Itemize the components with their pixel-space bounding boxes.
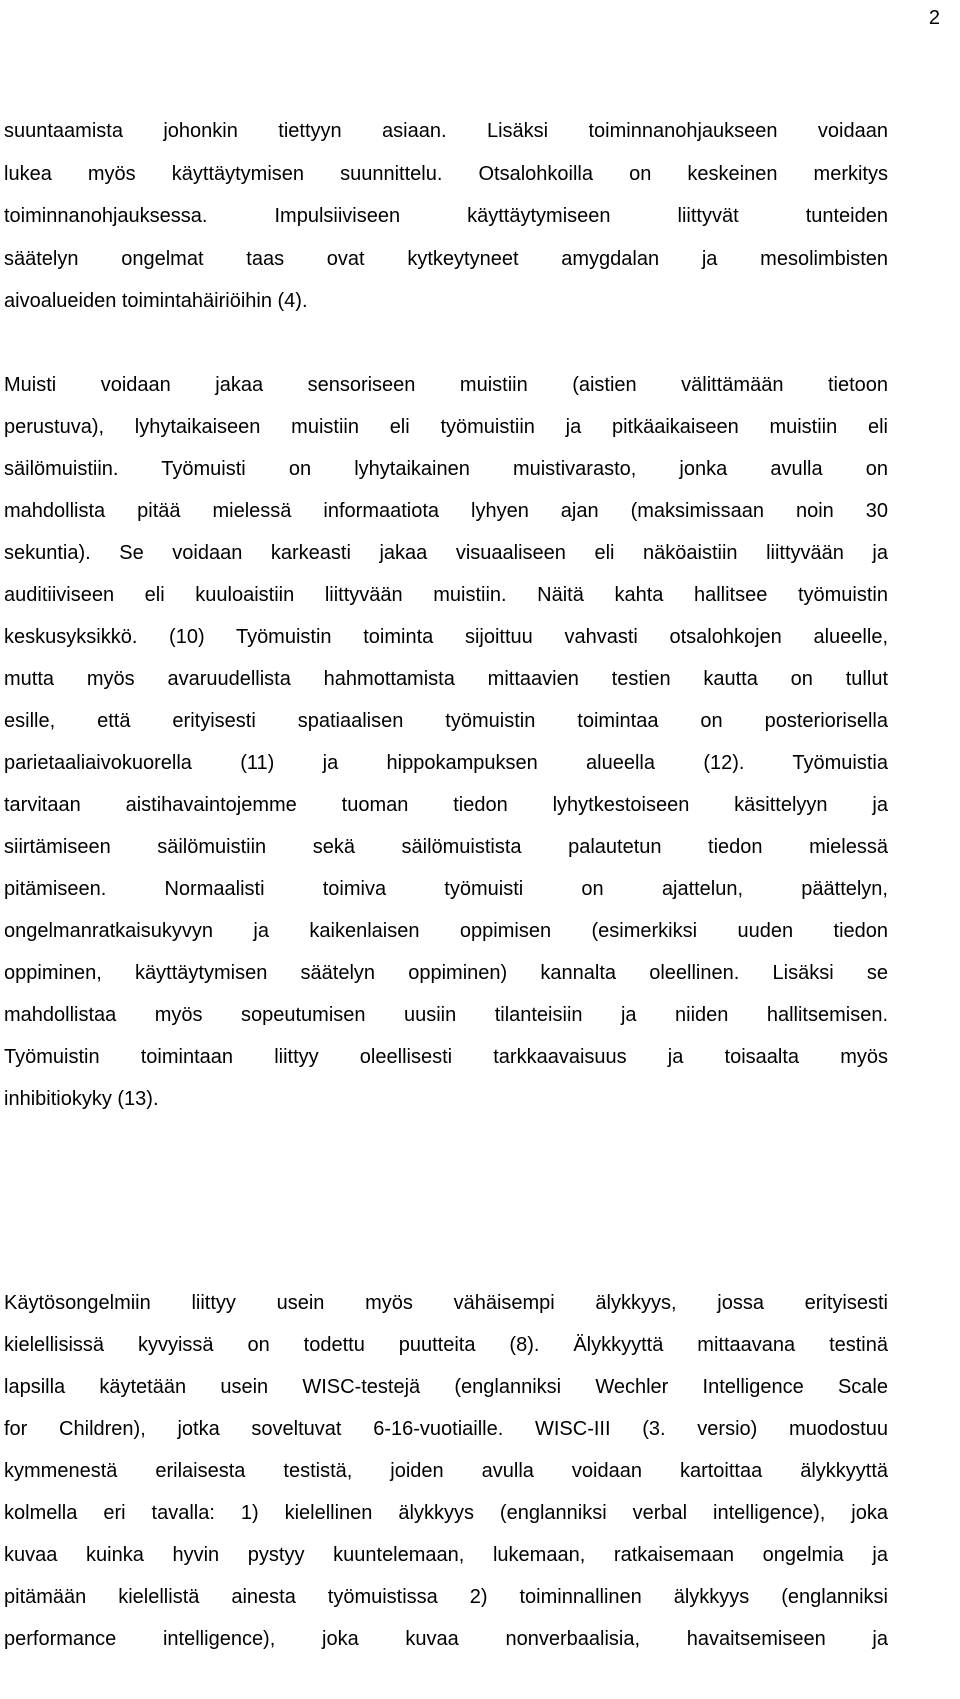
text-line: sekuntia). Se voidaan karkeasti jakaa visuaaliseen eli näköaistiin liittyvään ja — [4, 542, 888, 564]
text-line: mahdollista pitää mielessä informaatiota lyhyen ajan (maksimissaan noin 30 — [4, 500, 888, 522]
text-line: oppiminen, käyttäytymisen säätelyn oppiminen) kannalta oleellinen. Lisäksi se — [4, 962, 888, 984]
text-line: parietaaliaivokuorella (11) ja hippokampuksen alueella (12). Työmuistia — [4, 752, 888, 774]
text-line: perustuva), lyhytaikaiseen muistiin eli työmuistiin ja pitkäaikaiseen muistiin eli — [4, 416, 888, 438]
text-line: lapsilla käytetään usein WISC-testejä (englanniksi Wechler Intelligence Scale — [4, 1376, 888, 1398]
text-line: Muisti voidaan jakaa sensoriseen muistiin (aistien välittämään tietoon — [4, 374, 888, 396]
text-line: mutta myös avaruudellista hahmottamista mittaavien testien kautta on tullut — [4, 668, 888, 690]
text-line: Käytösongelmiin liittyy usein myös vähäisempi älykkyys, jossa erityisesti — [4, 1292, 888, 1314]
text-line: suuntaamista johonkin tiettyyn asiaan. Lisäksi toiminnanohjaukseen voidaan — [4, 120, 888, 142]
text-line: kolmella eri tavalla: 1) kielellinen älykkyys (englanniksi verbal intelligence), joka — [4, 1502, 888, 1524]
text-line: keskusyksikkö. (10) Työmuistin toiminta sijoittuu vahvasti otsalohkojen alueelle, — [4, 626, 888, 648]
text-line: toiminnanohjauksessa. Impulsiiviseen käyttäytymiseen liittyvät tunteiden — [4, 205, 888, 227]
text-line: kuvaa kuinka hyvin pystyy kuuntelemaan, lukemaan, ratkaisemaan ongelmia ja — [4, 1544, 888, 1566]
text-line: lukea myös käyttäytymisen suunnittelu. Otsalohkoilla on keskeinen merkitys — [4, 162, 888, 185]
text-line: auditiiviseen eli kuuloaistiin liittyvään muistiin. Näitä kahta hallitsee työmuistin — [4, 584, 888, 606]
text-line: säätelyn ongelmat taas ovat kytkeytyneet amygdalan ja mesolimbisten — [4, 247, 888, 270]
text-line: tarvitaan aistihavaintojemme tuoman tiedon lyhytkestoiseen käsittelyyn ja — [4, 794, 888, 816]
text-line: pitämään kielellistä ainesta työmuistissa 2) toiminnallinen älykkyys (englanniksi — [4, 1586, 888, 1608]
text-line: performance intelligence), joka kuvaa nonverbaalisia, havaitsemiseen ja — [4, 1628, 888, 1650]
paragraph-intelligence — [4, 1282, 888, 1660]
text-line: kielellisissä kyvyissä on todettu puutteita (8). Älykkyyttä mittaavana testinä — [4, 1334, 888, 1356]
text-line: esille, että erityisesti spatiaalisen työmuistin toimintaa on posteriorisella — [4, 710, 888, 732]
text-line: Työmuistin toimintaan liittyy oleellisesti tarkkaavaisuus ja toisaalta myös — [4, 1046, 888, 1068]
paragraph-memory — [4, 364, 888, 1120]
page-number: 2 — [928, 7, 940, 29]
text-line: säilömuistiin. Työmuisti on lyhytaikainen muistivarasto, jonka avulla on — [4, 458, 888, 480]
text-line: ongelmanratkaisukyvyn ja kaikenlaisen oppimisen (esimerkiksi uuden tiedon — [4, 920, 888, 942]
text-line: kymmenestä erilaisesta testistä, joiden avulla voidaan kartoittaa älykkyyttä — [4, 1460, 888, 1482]
text-line: aivoalueiden toimintahäiriöihin (4). — [4, 290, 308, 312]
text-line: for Children), jotka soveltuvat 6-16-vuotiaille. WISC-III (3. versio) muodostuu — [4, 1418, 888, 1440]
text-line: siirtämiseen säilömuistiin sekä säilömuistista palautetun tiedon mielessä — [4, 836, 888, 858]
text-line: inhibitiokyky (13). — [4, 1088, 159, 1110]
text-line: mahdollistaa myös sopeutumisen uusiin tilanteisiin ja niiden hallitsemisen. — [4, 1004, 888, 1026]
text-line: pitämiseen. Normaalisti toimiva työmuisti on ajattelun, päättelyn, — [4, 878, 888, 900]
paragraph-executive-function — [4, 110, 888, 323]
